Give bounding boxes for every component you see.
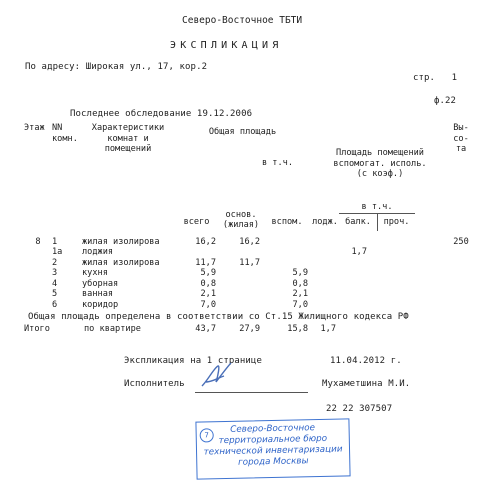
header-including: в т.ч.: [261, 157, 293, 168]
header-description: Характеристики комнат и помещений: [91, 123, 165, 154]
total-label: Итого: [24, 324, 50, 334]
official-stamp: 7 Северо-Восточное территориальное бюро технической инвентаризации города Москвы: [195, 418, 350, 479]
total-all: 43,7: [195, 324, 216, 334]
total-aux: 15,8: [287, 324, 308, 334]
issue-date: 11.04.2012 г.: [330, 356, 402, 366]
header-all: всего: [183, 217, 210, 227]
code-number: 22 22 307507: [326, 404, 393, 414]
executor-name: Мухаметшина М.И.: [322, 379, 411, 389]
table-row: 4 уборная 0,8 0,8: [52, 278, 308, 289]
last-survey: Последнее обследование 19.12.2006: [70, 109, 253, 119]
explication-table: [24, 123, 473, 340]
header-aux: вспом.: [271, 217, 303, 227]
total-sub: по квартире: [84, 324, 141, 334]
document-title: ЭКСПЛИКАЦИЯ: [170, 40, 283, 51]
signature-line: [195, 392, 308, 393]
signature-icon: [198, 360, 238, 394]
header-loggia: лодж.: [312, 217, 338, 227]
header-aux-rooms: Площадь помещений вспомогат. исполь. (с коэф.): [333, 148, 427, 179]
header-room-no: NN комн.: [52, 123, 78, 144]
table-row: 2 жилая изолирова 11,7 11,7: [52, 257, 260, 268]
form-number: ф.22: [434, 96, 457, 106]
header-other: проч.: [383, 217, 410, 227]
header-floor: Этаж: [24, 123, 45, 133]
header-balcony: балк.: [339, 214, 378, 231]
executor-label: Исполнитель: [124, 379, 185, 389]
header-total-area: Общая площадь: [208, 127, 277, 137]
header-including-2: в т.ч.: [361, 201, 393, 212]
page-number: стр. 1: [413, 73, 458, 83]
stamp-number: 7: [200, 428, 214, 442]
org-name: Северо-Восточное ТБТИ: [182, 15, 303, 26]
header-height: Вы- со- та: [453, 123, 469, 154]
table-row: 8 1 жилая изолирова 16,2 16,2 250: [35, 236, 469, 247]
table-row: 1а лоджия 1,7: [52, 247, 367, 257]
explication-pages: Экспликация на 1 странице: [124, 356, 262, 366]
total-loggia: 1,7: [320, 324, 336, 334]
table-row: 6 коридор 7,0 7,0: [52, 299, 308, 310]
total-row: [24, 324, 473, 340]
table-row: 5 ванная 2,1 2,1: [52, 289, 308, 299]
total-main: 27,9: [239, 324, 260, 334]
area-note: Общая площадь определена в соответствии со Ст.15 Жилищного кодекса РФ: [28, 312, 409, 322]
table-row: 3 кухня 5,9 5,9: [52, 268, 308, 278]
header-main: основ. (жилая): [222, 209, 260, 230]
address: По адресу: Широкая ул., 17, кор.2: [25, 62, 208, 72]
